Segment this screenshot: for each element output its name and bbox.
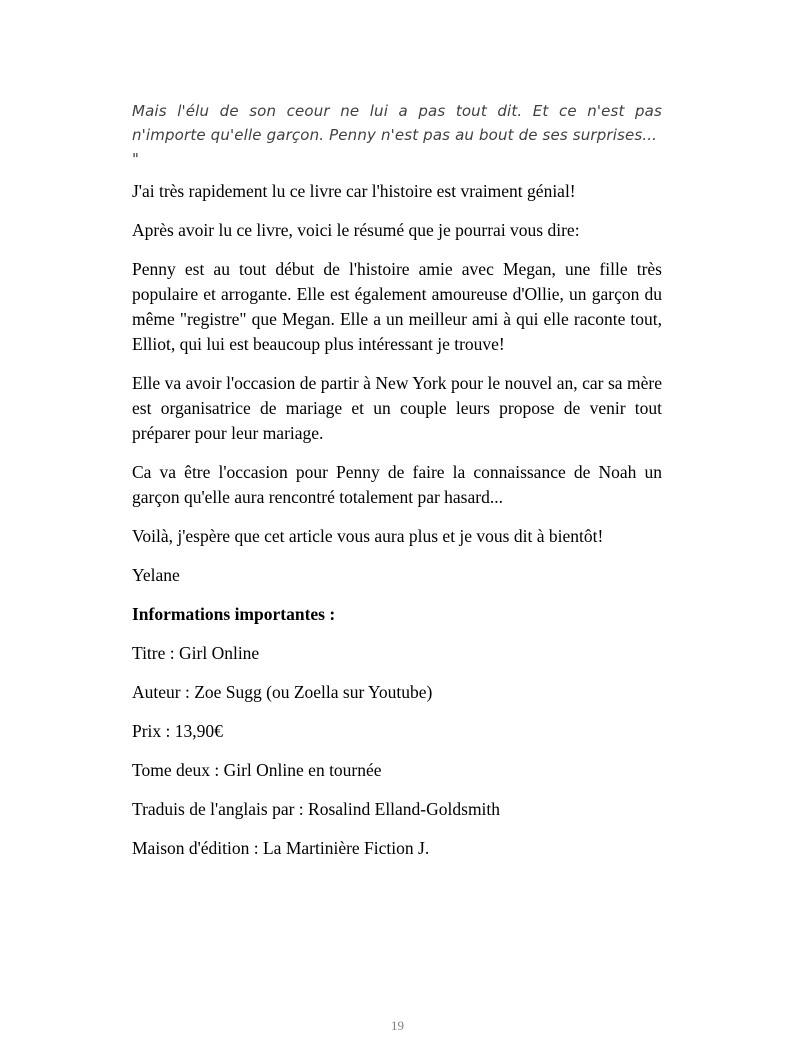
paragraph-closing: Voilà, j'espère que cet article vous aura plus et je vous dit à bientôt! (132, 526, 604, 546)
info-translator: Traduis de l'anglais par : Rosalind Elland-Goldsmith (132, 799, 501, 819)
paragraph-opinion: J'ai très rapidement lu ce livre car l'histoire est vraiment génial! (132, 181, 576, 201)
author-signature: Yelane (132, 565, 180, 585)
quote-closing-mark: " (132, 150, 140, 168)
info-publisher: Maison d'édition : La Martinière Fiction J. (132, 838, 430, 858)
quote-text: Mais l'élu de son ceour ne lui a pas tout dit. Et ce n'est pas n'importe qu'elle garçon. Penny n'est pas au bout de ses surprises... (132, 102, 662, 144)
paragraph-summary-characters: Penny est au tout début de l'histoire amie avec Megan, une fille très populaire et arrogante. Elle est également amoureuse d'Ollie, un garçon du même "registre" que Megan. Elle a un meilleur ami à qui elle raconte tout, Elliot, qui lui est beaucoup plus intéressant je trouve! (132, 259, 662, 354)
info-price: Prix : 13,90€ (132, 721, 223, 741)
document-page (132, 99, 662, 875)
paragraph-summary-new-york: Elle va avoir l'occasion de partir à New York pour le nouvel an, car sa mère est organisatrice de mariage et un couple leurs propose de venir tout préparer pour leur mariage. (132, 373, 662, 443)
paragraph-intro-summary: Après avoir lu ce livre, voici le résumé que je pourrai vous dire: (132, 220, 580, 240)
paragraph-summary-noah: Ca va être l'occasion pour Penny de faire la connaissance de Noah un garçon qu'elle aura rencontré totalement par hasard... (132, 462, 662, 507)
summary-quote (132, 99, 662, 171)
page-number: 19 (391, 1018, 404, 1033)
info-author: Auteur : Zoe Sugg (ou Zoella sur Youtube) (132, 682, 433, 702)
info-title: Titre : Girl Online (132, 643, 260, 663)
info-volume-two: Tome deux : Girl Online en tournée (132, 760, 382, 780)
info-heading: Informations importantes : (132, 604, 336, 624)
